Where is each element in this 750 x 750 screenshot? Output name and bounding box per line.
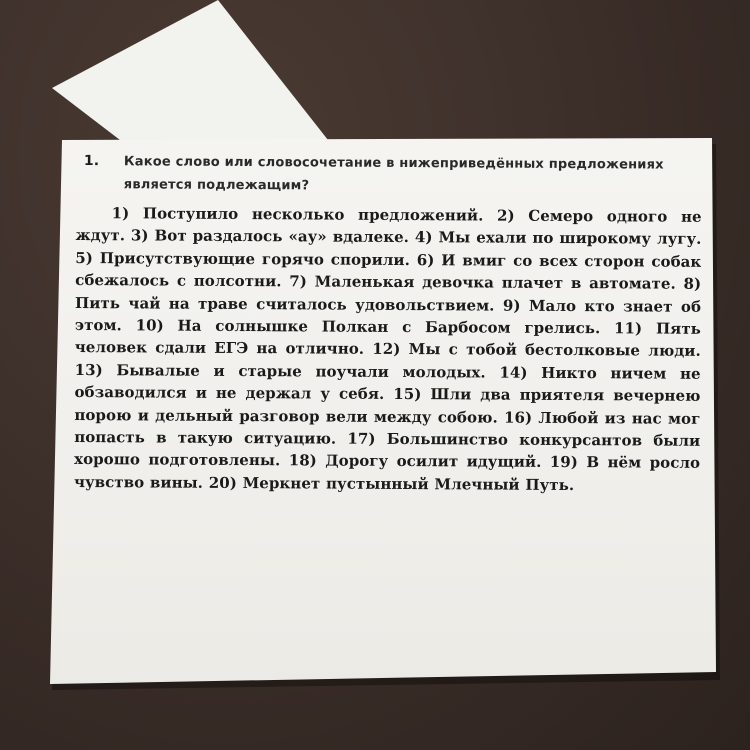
- question-text: Какое слово или словосочетание в нижеприведённых предложениях является подлежащим?: [123, 154, 664, 194]
- question-number: 1.: [83, 153, 100, 170]
- worksheet-content: [74, 150, 702, 497]
- question-block: [76, 150, 702, 200]
- sentences-paragraph: 1) Поступило несколько предложений. 2) Семеро одного не ждут. 3) Вот раздалось «ау» вдалеке. 4) Мы ехали по широкому лугу. 5) Присутствующие горячо спорили. 6) И вмиг со всех сторон собак сбежалось с полсотни. 7) Маленькая девочка плачет в автомате. 8) Пить чай на траве считалось удовольствием. 9) Мало кто знает об этом. 10) На солнышке Полкан с Барбосом грелись. 11) Пять человек сдали ЕГЭ на отлично. 12) Мы с тобой бестолковые люди. 13) Бывалые и старые поучали молодых. 14) Никто ничем не обзаводился и не держал у себя. 15) Шли два приятеля вечернею порою и дельный разговор вели между собою. 16) Любой из нас мог попасть в такую ситуацию. 17) Большинство конкурсантов были хорошо подготовлены. 18) Дорогу осилит идущий. 19) В нём росло чувство вины. 20) Меркнет пустынный Млечный Путь.: [73, 204, 702, 494]
